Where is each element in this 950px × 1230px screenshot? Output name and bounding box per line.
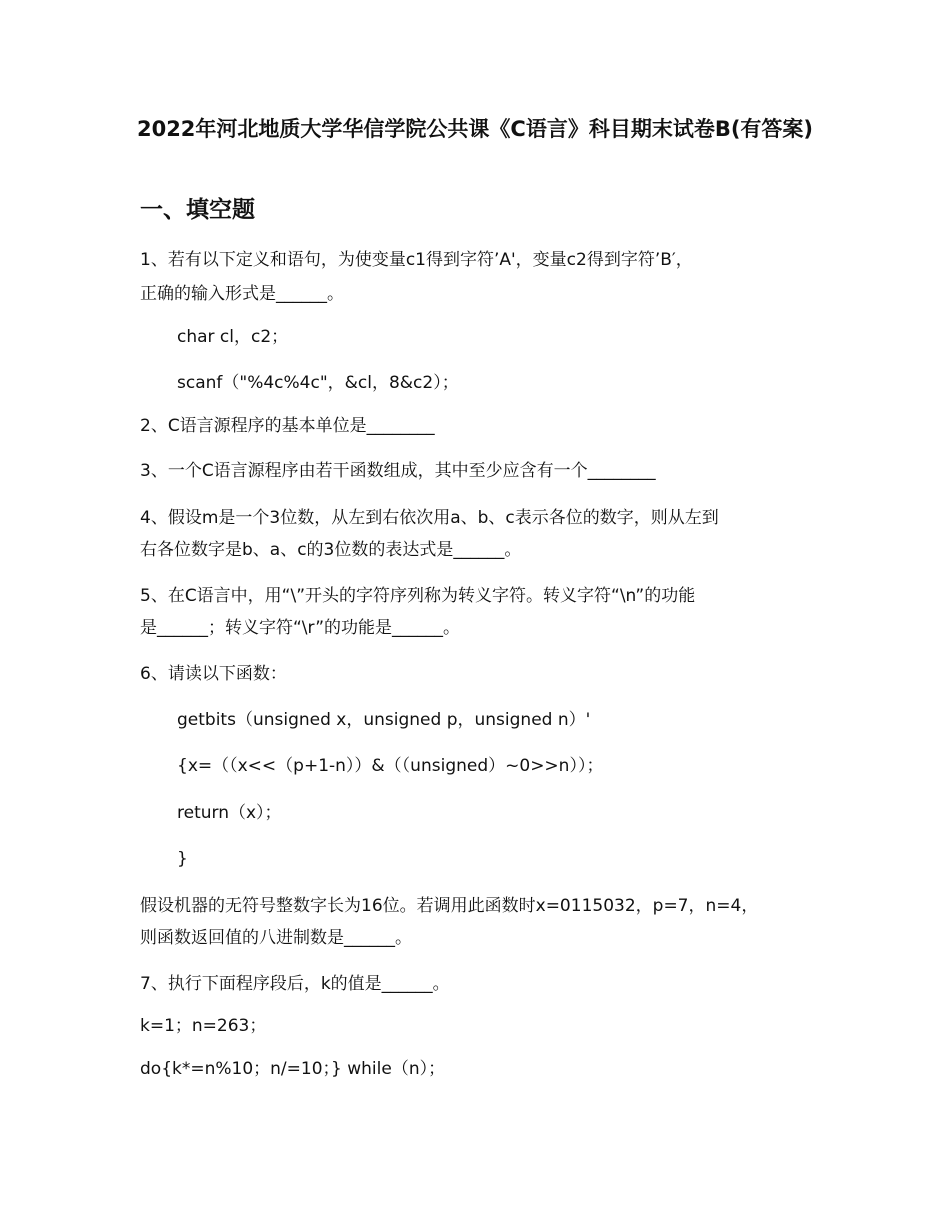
q7-text: 7、执行下面程序段后，k的值是______。 <box>140 974 450 994</box>
q5-text-line1: 5、在C语言中，用“\”开头的字符序列称为转义字符。转义字符“\n”的功能 <box>140 586 696 606</box>
document-title: 2022年河北地质大学华信学院公共课《C语言》科目期末试卷B(有答案) <box>136 117 814 141</box>
q1-code-line1: char cl，c2； <box>177 327 289 347</box>
q6-code-line1: getbits（unsigned x，unsigned p，unsigned n）' <box>177 710 591 730</box>
q6-text: 6、请读以下函数： <box>140 664 287 684</box>
q4-text-line2: 右各位数字是b、a、c的3位数的表达式是______。 <box>140 540 522 560</box>
q5-text-line2: 是______；转义字符“\r”的功能是______。 <box>140 618 461 638</box>
q4-text-line1: 4、假设m是一个3位数，从左到右依次用a、b、c表示各位的数字，则从左到 <box>140 508 719 528</box>
q1-text-line1: 1、若有以下定义和语句，为使变量c1得到字符’A'，变量c2得到字符’B′， <box>140 250 693 270</box>
q6-note-line2: 则函数返回值的八进制数是______。 <box>140 928 412 948</box>
q6-code-line3: return（x）； <box>177 803 282 823</box>
q7-code-line1: k=1；n=263； <box>140 1016 267 1036</box>
section-heading: 一、填空题 <box>140 197 255 223</box>
q6-code-line2: {x=（（x<<（p+1-n））&（（unsigned）~0>>n））； <box>177 756 604 776</box>
q2-text: 2、C语言源程序的基本单位是________ <box>140 416 435 436</box>
q1-text-line2: 正确的输入形式是______。 <box>140 284 344 304</box>
q3-text: 3、一个C语言源程序由若干函数组成，其中至少应含有一个________ <box>140 461 656 481</box>
q6-note-line1: 假设机器的无符号整数字长为16位。若调用此函数时x=0115032，p=7，n=4， <box>140 896 759 916</box>
q6-code-line4: } <box>177 849 188 869</box>
q7-code-line2: do{k*=n%10；n/=10；} while（n）； <box>140 1059 446 1079</box>
q1-code-line2: scanf（"%4c%4c"，&cl，8&c2）； <box>177 373 459 393</box>
